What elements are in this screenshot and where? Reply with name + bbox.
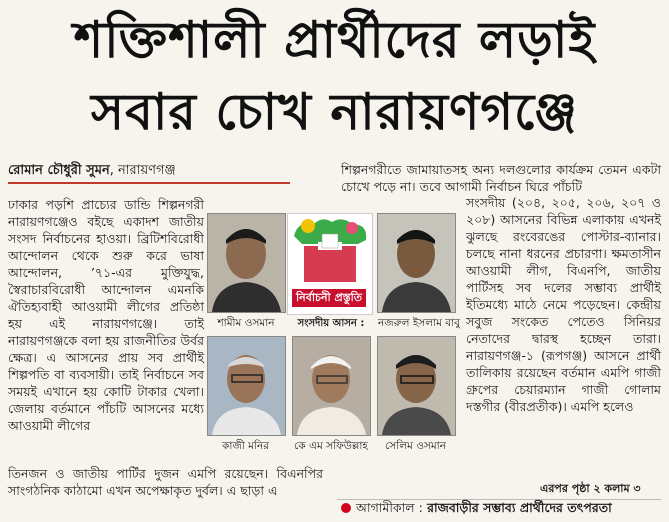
photo-1-caption: শামীম ওসমান: [217, 317, 275, 329]
photo-5-caption: সেলিম ওসমান: [385, 440, 446, 452]
candidate-photo-1: [207, 213, 286, 313]
byline-underline: [8, 182, 290, 184]
continued-on-page-link[interactable]: এরপর পৃষ্ঠা ২ কলাম ৩: [540, 482, 641, 495]
photo-4-caption: কে এম সফিউল্লাহ: [294, 440, 368, 452]
article-bottom-span: তিনজন ও জাতীয় পার্টির দুজন এমপি রয়েছেন। বিএনপির সাংগঠনিক কাঠামো এখন অপেক্ষাকৃত দুর্বল। এ ছাড়া এ: [8, 466, 323, 498]
headline-line-1: শক্তিশালী প্রার্থীদের লড়াই: [73, 11, 596, 69]
red-bullet-icon: [341, 503, 351, 513]
byline-place: , নারায়ণগঞ্জ: [109, 163, 176, 178]
next-issue-label: আগামীকাল :: [356, 500, 423, 515]
article-left-column: ঢাকার পড়শি প্রাচ্যের ডান্ডি শিল্পনগরী নারায়ণগঞ্জেও বইছে একাদশ জাতীয় সংসদ নির্বাচনের হাওয়া। ব্রিটিশবিরোধী আন্দোলন থেকে শুরু করে ভাষা আন্দোলন, ’৭১-এর মুক্তিযুদ্ধ, স্বৈরাচারবিরোধী আন্দোলন এমনকি ঐতিহ্যবাহী আওয়ামী লীগের প্রতিষ্ঠা হয় এই নারায়ণগঞ্জে। তাই নারায়ণগঞ্জকে বলা হয় রাজনীতির উর্বর ক্ষেত্র। এ আসনের প্রায় সব প্রার্থীই শিল্পপতি বা ব্যবসায়ী। তাই নির্বাচনে সব সময়ই এখানে হয় কোটি টাকার খেলা। জেলায় বর্তমানে পাঁচটি আসনের মধ্যে আওয়ামী লীগের: [8, 197, 204, 433]
candidate-photo-4: [292, 336, 371, 436]
byline: [8, 161, 176, 182]
headline-line-2: সবার চোখ নারায়ণগঞ্জে: [91, 83, 578, 141]
article-top-right: শিল্পনগরীতে জামায়াতসহ অন্য দলগুলোর কার্যক্রম তেমন একটা চোখে পড়ে না। তবে আগামী নির্বাচন ঘিরে পাঁচটি: [341, 162, 661, 194]
next-issue-teaser: [356, 500, 612, 520]
candidate-photo-5: [377, 336, 456, 436]
next-issue-text: রাজবাড়ীর সম্ভাব্য প্রার্থীদের তৎপরতা: [422, 500, 612, 515]
seat-range-label: সংসদীয় আসন :: [297, 318, 365, 329]
photo-2-caption: নজরুল ইসলাম বাবু: [377, 317, 461, 329]
article-right-column: সংসদীয় (২০৪, ২০৫, ২০৬, ২০৭ ও ২০৮) আসনের বিভিন্ন এলাকায় এখনই ঝুলছে রংবেরঙের পোস্টার-ব্যানার। চলছে নানা ধরনের প্রচারণা। ক্ষমতাসীন আওয়ামী লীগ, বিএনপি, জাতীয় পার্টিসহ সব দলের সম্ভাব্য প্রার্থীই ইতিমধ্যে মাঠে নেমে পড়েছেন। কেন্দ্রীয় সবুজ সংকেত পেতেও সিনিয়র নেতাদের দ্বারস্থ হচ্ছেন তারা। নারায়ণগঞ্জ-১ (রূপগঞ্জ) আসনে প্রার্থী তালিকায় রয়েছেন বর্তমান এমপি গাজী গ্রুপের চেয়ারম্যান গাজী গোলাম দস্তগীর (বীরপ্রতীক)। এমপি হলেও: [466, 195, 661, 414]
election-logo-label: নির্বাচনী প্রস্তুতি: [292, 289, 366, 307]
candidate-photo-3: [207, 336, 286, 436]
candidate-photo-2: [377, 213, 456, 313]
photo-3-caption: কাজী মনির: [221, 440, 269, 452]
byline-author: রোমান চৌধুরী সুমন: [8, 163, 110, 178]
